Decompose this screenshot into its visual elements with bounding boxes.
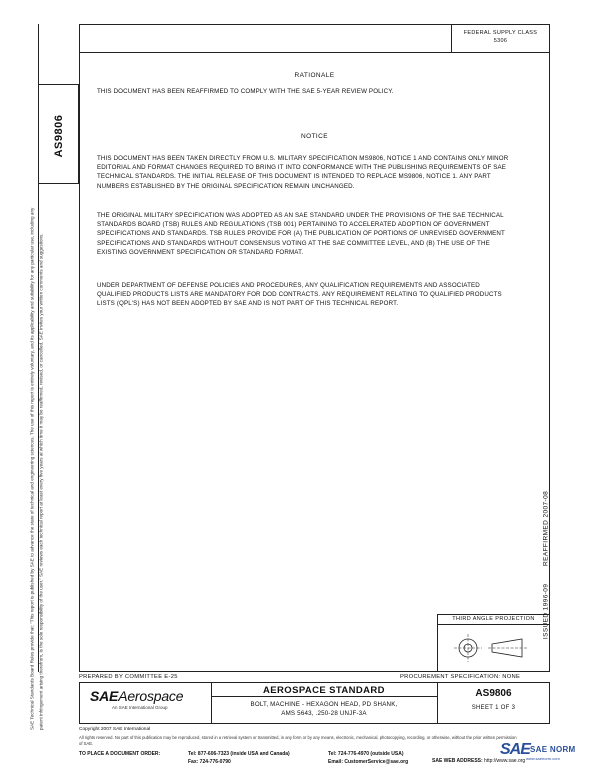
logo-subtitle: An SAE International Group <box>112 705 168 710</box>
notice-paragraph-3: UNDER DEPARTMENT OF DEFENSE POLICIES AND PROCEDURES, ANY QUALIFICATION REQUIREMENTS AND ASSOCIATED QUALIFIED PRODUCTS LISTS ARE MANDATORY FOR DOD CONTRACTS. ANY REQUIREMENT RELATING TO QUALIFIED PRODUCTS LISTS (QPL'S) HAS NOT BEEN ADOPTED BY SAE AND IS NOT PART OF THIS TECHNICAL REPORT. <box>97 282 502 308</box>
notice-heading: NOTICE <box>301 133 328 140</box>
part-description-line-1: BOLT, MACHINE - HEXAGON HEAD, PD SHANK, <box>250 701 398 708</box>
customer-email: Email: CustomerService@sae.org <box>328 758 409 765</box>
notice-paragraph-1: THIS DOCUMENT HAS BEEN TAKEN DIRECTLY FROM U.S. MILITARY SPECIFICATION MS9806, NOTICE 1 AND CONTAINS ONLY MINOR EDITORIAL AND FORMAT CHANGES REQUIRED TO BRING IT INTO CONFORMANCE WITH THE PUBLISHING REQUIREMENTS OF SAE TECHNICAL STANDARDS. THE INITIAL RELEASE OF THIS DOCUMENT IS INTENDED TO REPLACE MS9806, NOTICE 1. ANY PART NUMBERS ESTABLISHED BY THE ORIGINAL SPECIFICATION REMAIN UNCHANGED. <box>97 155 509 190</box>
document-number: AS9806 <box>475 688 512 699</box>
side-disclaimer-text: SAE Technical Standards Board Rules provide that: "This report is published by SAE to advance the state of technical and engineering sciences. The use of this report is entirely voluntary, and its applicability and suitability for any particular use, including any patent infringement arising therefrom, is the sole responsibility of the user." SAE reviews each technical report at least every five years at which time it may be reaffirmed, revised, or cancelled. SAE invites your written comments and suggestions. <box>29 207 43 730</box>
standard-title: AEROSPACE STANDARD <box>263 685 385 696</box>
web-label: SAE WEB ADDRESS: <box>432 758 483 764</box>
web-url[interactable]: http://www.sae.org <box>484 758 526 764</box>
phone-fax-group <box>188 751 290 766</box>
fax-number: Fax: 724-776-0790 <box>188 758 231 765</box>
copyright: Copyright 2007 SAE International <box>79 727 151 732</box>
brand-name: SAE NORM <box>530 745 576 754</box>
notice-paragraph-2: THE ORIGINAL MILITARY SPECIFICATION WAS ADOPTED AS AN SAE STANDARD UNDER THE PROVISIONS OF THE SAE TECHNICAL STANDARDS BOARD (TSB) RULES AND REGULATIONS (TSB 001) PERTAINING TO ACCELERATED ADOPTION OF GOVERNMENT SPECIFICATIONS AND STANDARDS. TSB RULES PROVIDE FOR (A) THE PUBLICATION OF PORTIONS OF UNREVISED GOVERNMENT SPECIFICATIONS AND STANDARDS WITHOUT CONSENSUS VOTING AT THE SAE COMMITTEE LEVEL, AND (B) THE USE OF THE EXISTING GOVERNMENT SPECIFICATION OR STANDARD FORMAT. <box>97 212 505 256</box>
legal-notice: All rights reserved. No part of this publication may be reproduced, stored in a retrieval system or transmitted, in any form or by any means, electronic, mechanical, photocopying, recording, or otherwise, without the prior written permission of SAE. <box>79 735 517 746</box>
sae-aerospace-logo <box>90 688 205 710</box>
brand-url: www.saenorm.com <box>526 756 560 761</box>
federal-supply-class <box>451 29 550 45</box>
issued-date: ISSUED 1996-09 <box>542 583 550 640</box>
third-angle-projection-symbol <box>450 628 540 668</box>
procurement-specification: PROCUREMENT SPECIFICATION: NONE <box>400 674 521 680</box>
rationale-heading: RATIONALE <box>294 72 335 79</box>
projection-rule <box>437 624 550 625</box>
prepared-by: PREPARED BY COMMITTEE E-25 <box>79 674 178 680</box>
part-description <box>211 700 437 718</box>
logo-aerospace: Aerospace <box>118 688 184 704</box>
phone-inside-usa: Tel: 877-606-7323 (inside USA and Canada) <box>188 751 290 757</box>
header-rule <box>79 52 550 53</box>
phone-outside-usa: Tel: 724-776-4970 (outside USA) <box>328 751 404 757</box>
reaffirmed-date: REAFFIRMED 2007-08 <box>542 490 550 566</box>
part-description-line-2: AMS 5643, .250-28 UNJF-3A <box>281 710 367 717</box>
logo-sae: SAE <box>90 688 119 704</box>
title-block-rule <box>211 696 437 697</box>
sae-norm-brand <box>500 741 596 761</box>
third-angle-projection-label: THIRD ANGLE PROJECTION <box>452 616 535 622</box>
rationale-text: THIS DOCUMENT HAS BEEN REAFFIRMED TO COMPLY WITH THE SAE 5-YEAR REVIEW POLICY. <box>97 88 394 95</box>
side-disclaimer <box>2 200 72 730</box>
fsc-label: FEDERAL SUPPLY CLASS <box>463 30 538 36</box>
brand-mark: SAE <box>500 741 530 758</box>
sheet-number: SHEET 1 OF 3 <box>471 705 516 711</box>
logo-wordmark <box>90 688 205 704</box>
page-frame <box>79 24 550 672</box>
side-document-number <box>42 96 76 176</box>
fsc-value: 5306 <box>493 38 508 44</box>
side-document-number-text: AS9806 <box>53 114 65 158</box>
order-label <box>79 751 160 759</box>
order-label-text: TO PLACE A DOCUMENT ORDER: <box>79 751 161 757</box>
phone-email-group <box>328 751 408 766</box>
